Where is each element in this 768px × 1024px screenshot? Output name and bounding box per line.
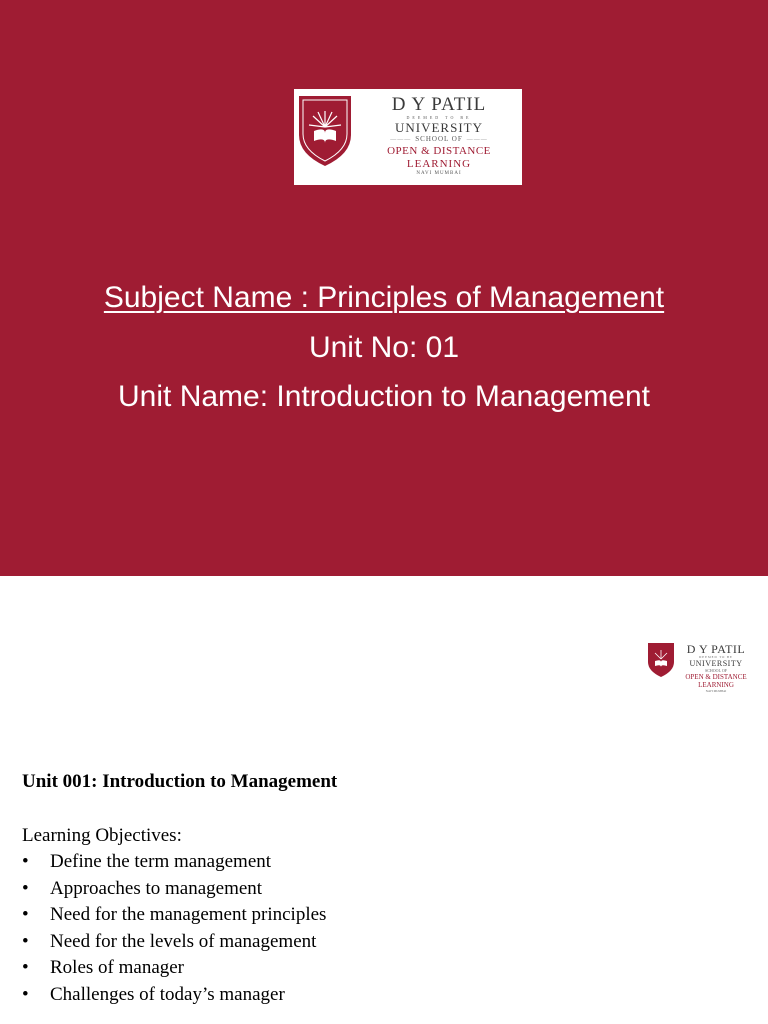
unit-number: Unit No: 01	[308, 331, 460, 364]
objectives-label: Learning Objectives:	[22, 825, 182, 846]
list-item: • Define the term management	[22, 849, 742, 876]
shield-emblem-small-icon	[646, 640, 676, 696]
objectives-list	[22, 849, 742, 1009]
logo-school: ——— SCHOOL OF ———	[364, 135, 514, 145]
logo-brand: D Y PATIL	[391, 94, 487, 115]
logo-small-open-distance: OPEN & DISTANCE	[685, 673, 747, 681]
logo-university: UNIVERSITY	[395, 120, 483, 135]
list-item: • Need for the management principles	[22, 902, 742, 929]
logo-small-brand: D Y PATIL	[686, 642, 746, 656]
logo-small-school: SCHOOL OF	[705, 668, 727, 673]
university-logo-small	[646, 640, 758, 696]
list-item: • Challenges of today’s manager	[22, 982, 742, 1009]
logo-city: NAVI MUMBAI	[416, 171, 462, 176]
shield-emblem-icon	[294, 89, 364, 185]
logo-deemed: DEEMED TO BE	[406, 115, 472, 120]
logo-small-city: NAVI MUMBAI	[705, 689, 727, 693]
logo-learning: LEARNING	[406, 158, 472, 170]
list-item: • Need for the levels of management	[22, 929, 742, 956]
title-block	[0, 276, 768, 420]
university-logo	[294, 89, 522, 185]
unit-name: Unit Name: Introduction to Management	[118, 380, 650, 413]
logo-open-distance: OPEN & DISTANCE	[387, 145, 491, 157]
logo-small-university: UNIVERSITY	[689, 659, 743, 668]
list-item: • Approaches to management	[22, 876, 742, 903]
logo-small-deemed: DEEMED TO BE	[699, 655, 733, 659]
list-item: • Roles of manager	[22, 955, 742, 982]
objectives-section	[22, 768, 742, 1009]
subject-name: Subject Name : Principles of Management	[103, 281, 665, 314]
logo-small-learning: LEARNING	[698, 681, 734, 689]
unit-heading: Unit 001: Introduction to Management	[22, 771, 338, 792]
